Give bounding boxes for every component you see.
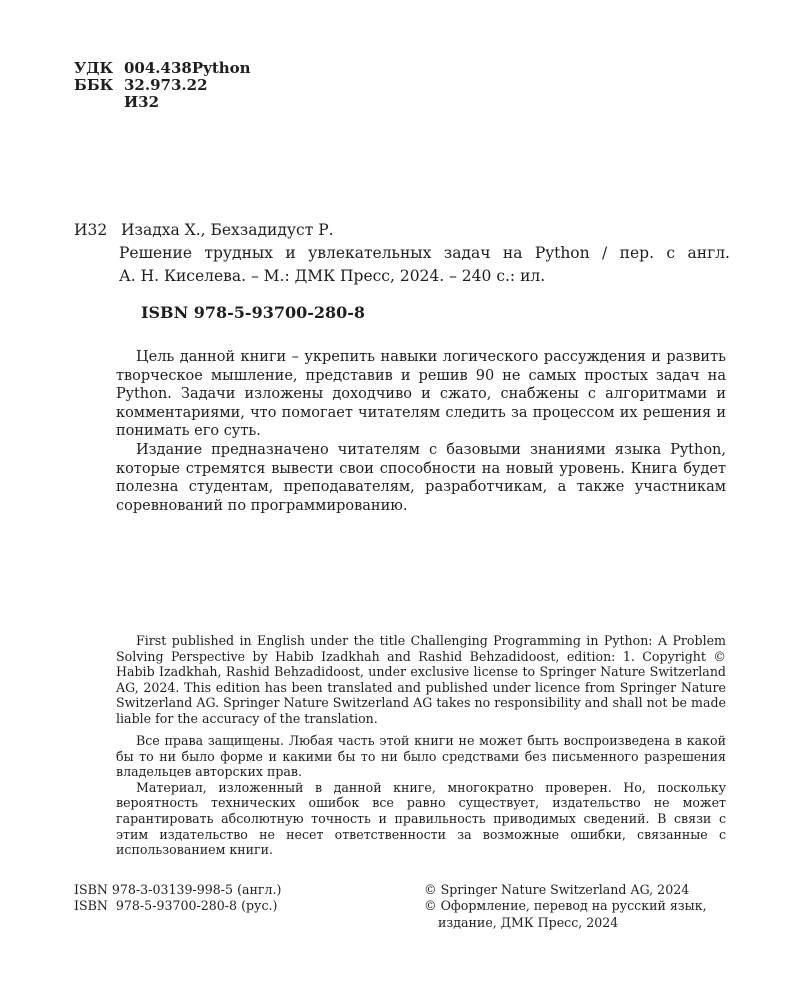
annotation (116, 348, 726, 515)
isbn-main: ISBN 978-5-93700-280-8 (141, 303, 366, 322)
catalog-code: И32 (74, 221, 108, 239)
english-notice (116, 633, 726, 727)
isbn-russian: ISBN 978-5-93700-280-8 (рус.) (74, 898, 278, 914)
bbk-label: ББК (74, 76, 114, 94)
rights-paragraph: Материал, изложенный в данной книге, многократно проверен. Но, поскольку вероятность технических ошибок все равно существует, издательство не может гарантировать абсолютную точность и правильность приводимых сведений. В связи с этим издательство не несет ответственности за возможные ошибки, связанные с использованием книги. (116, 779, 726, 858)
bbk-row (74, 77, 251, 94)
rights-paragraph: Все права защищены. Любая часть этой книги не может быть воспроизведена в какой бы то ни было форме и какими бы то ни было средствами без письменного разрешения владельцев авторских прав. (116, 733, 726, 780)
isbn-english: ISBN 978-3-03139-998-5 (англ.) (74, 882, 282, 897)
cutter-row (74, 94, 251, 111)
footer-copyright-block (424, 882, 707, 931)
bbk-value: 32.973.22 (124, 76, 208, 94)
catalog-description (119, 242, 730, 288)
copyright-dmk: © Оформление, перевод на русский язык, (424, 898, 707, 914)
catalog-description-line: А. Н. Киселева. – М.: ДМК Пресс, 2024. – 240 с.: ил. (119, 267, 546, 285)
catalog-description-line: Решение трудных и увлекательных задач на Python / пер. с англ. (119, 244, 730, 262)
annotation-paragraph: Цель данной книги – укрепить навыки логического рассуждения и развить творческое мышление, представив и решив 90 не самых простых задач на Python. Задачи изложены доходчиво и сжато, снабжены с алгоритмами и комментариями, что помогает читателям следить за процессом их решения и понимать его суть. (116, 349, 726, 440)
english-notice-paragraph: First published in English under the title Challenging Programming in Python: A Problem Solving Perspective by Habib Izadkhah and Rashid Behzadidoost, edition: 1. Copyright © Habib Izadkhah, Rashid Behzadidoost, under exclusive license to Springer Nature Switzerland AG, 2024. This edition has been translated and published under licence from Springer Nature Switzerland AG. Springer Nature Switzerland AG takes no responsibility and shall not be made liable for the accuracy of the translation. (116, 633, 726, 726)
copyright-dmk-continued: издание, ДМК Пресс, 2024 (438, 914, 619, 930)
annotation-paragraph: Издание предназначено читателям с базовыми знаниями языка Python, которые стремятся вывести свои способности на новый уровень. Книга будет полезна студентам, преподавателям, разработчикам, а также участникам соревнований по программированию. (116, 441, 726, 514)
cutter-code: И32 (124, 93, 160, 111)
footer-isbn-block (74, 882, 281, 915)
copyright-springer: © Springer Nature Switzerland AG, 2024 (424, 882, 690, 897)
rights-notice (116, 733, 726, 858)
udk-row (74, 60, 251, 77)
classification-block (74, 60, 251, 111)
catalog-authors: Изадха Х., Бехзадидуст Р. (121, 221, 334, 239)
udk-value: 004.438Python (124, 59, 251, 77)
udk-label: УДК (74, 59, 114, 77)
